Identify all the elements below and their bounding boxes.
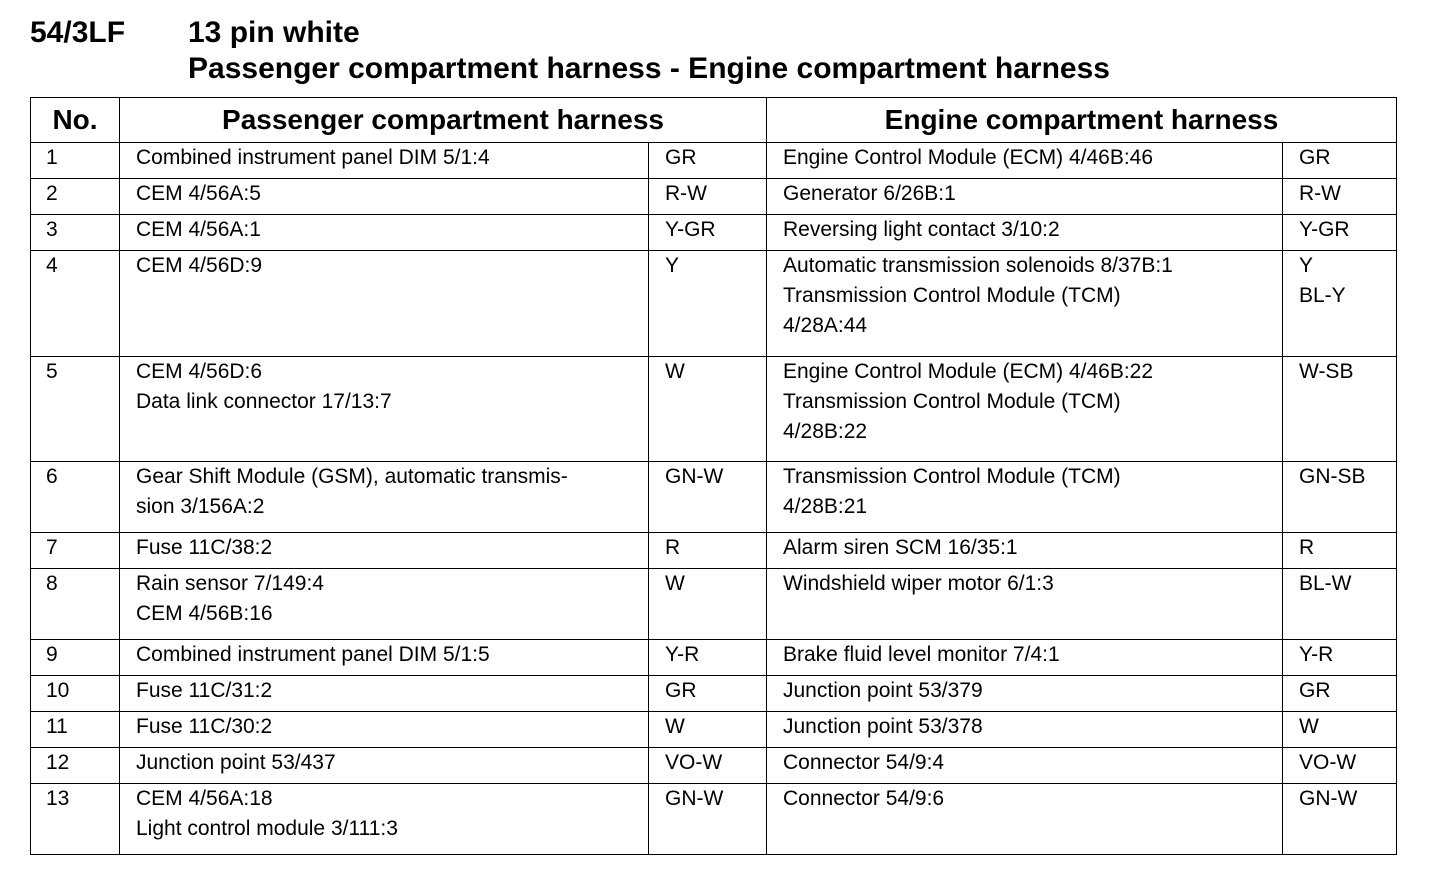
passenger-connection-line: Junction point 53/437 (136, 751, 336, 775)
passenger-connection (120, 784, 649, 855)
pin-number: 5 (31, 356, 120, 462)
engine-wire-color (1283, 215, 1397, 251)
engine-connection (767, 143, 1283, 179)
engine-wire-color-line: GR (1299, 146, 1331, 169)
table-row (31, 251, 1397, 357)
column-header-passenger: Passenger compartment harness (120, 98, 767, 143)
engine-wire-color (1283, 251, 1397, 357)
engine-connection-line: Alarm siren SCM 16/35:1 (783, 536, 1018, 560)
table-row (31, 676, 1397, 712)
passenger-wire-color-line: W (665, 572, 685, 596)
passenger-connection-line: CEM 4/56A:5 (136, 182, 261, 205)
engine-connection-line: 4/28B:22 (783, 419, 868, 443)
passenger-connection (120, 462, 649, 533)
passenger-connection-line: Gear Shift Module (GSM), automatic transmis- (136, 465, 568, 489)
table-row (31, 569, 1397, 640)
engine-connection (767, 215, 1283, 251)
engine-connection-line: Engine Control Module (ECM) 4/46B:46 (783, 146, 1154, 169)
table-row (31, 215, 1397, 251)
passenger-connection-line: CEM 4/56D:9 (136, 254, 263, 277)
engine-wire-color (1283, 356, 1397, 462)
table-row (31, 356, 1397, 462)
passenger-connection-line: CEM 4/56A:1 (136, 218, 261, 241)
passenger-wire-color (649, 533, 767, 569)
passenger-connection (120, 676, 649, 712)
passenger-connection (120, 569, 649, 640)
passenger-connection-line: Fuse 11C/30:2 (136, 715, 273, 739)
passenger-wire-color (649, 356, 767, 462)
column-header-no: No. (31, 98, 120, 143)
engine-connection (767, 640, 1283, 676)
passenger-connection-line: CEM 4/56B:16 (136, 602, 273, 626)
pin-number: 8 (31, 569, 120, 640)
passenger-wire-color-line: GR (665, 146, 697, 169)
engine-wire-color-line: R (1299, 536, 1315, 560)
passenger-connection-line: CEM 4/56A:18 (136, 787, 273, 811)
engine-wire-color (1283, 640, 1397, 676)
passenger-wire-color-line: GN-W (665, 465, 724, 489)
passenger-wire-color (649, 179, 767, 215)
engine-wire-color (1283, 712, 1397, 748)
engine-wire-color-line: GN-W (1299, 787, 1358, 811)
passenger-wire-color (649, 462, 767, 533)
engine-connection-line: Generator 6/26B:1 (783, 182, 956, 205)
passenger-wire-color-line: W (665, 715, 685, 739)
passenger-connection-line: Fuse 11C/31:2 (136, 679, 273, 703)
pin-number: 7 (31, 533, 120, 569)
passenger-connection-line: CEM 4/56D:6 (136, 359, 263, 383)
passenger-connection (120, 356, 649, 462)
table-row (31, 143, 1397, 179)
table-row (31, 784, 1397, 855)
column-header-engine: Engine compartment harness (767, 98, 1397, 143)
passenger-wire-color-line: VO-W (665, 751, 723, 775)
engine-connection-line: Windshield wiper motor 6/1:3 (783, 572, 1054, 596)
passenger-connection (120, 533, 649, 569)
passenger-wire-color (649, 784, 767, 855)
engine-connection-line: Reversing light contact 3/10:2 (783, 218, 1060, 241)
table-row (31, 712, 1397, 748)
pin-table (30, 97, 1397, 855)
engine-wire-color-line: BL-W (1299, 572, 1352, 596)
engine-wire-color (1283, 569, 1397, 640)
passenger-wire-color-line: GN-W (665, 787, 724, 811)
passenger-connection-line: sion 3/156A:2 (136, 495, 265, 519)
engine-connection-line: 4/28B:21 (783, 495, 868, 519)
engine-wire-color (1283, 676, 1397, 712)
passenger-wire-color-line: Y-GR (665, 218, 716, 241)
engine-wire-color (1283, 143, 1397, 179)
table-row (31, 533, 1397, 569)
pin-number: 12 (31, 748, 120, 784)
pin-number: 13 (31, 784, 120, 855)
engine-wire-color-line: W (1299, 715, 1319, 739)
passenger-wire-color-line: GR (665, 679, 697, 703)
engine-connection-line: Junction point 53/379 (783, 679, 983, 703)
passenger-wire-color-line: R-W (665, 182, 707, 205)
table-row (31, 640, 1397, 676)
passenger-wire-color (649, 748, 767, 784)
engine-wire-color-line: VO-W (1299, 751, 1357, 775)
passenger-wire-color-line: Y (665, 254, 680, 277)
engine-connection-line: Junction point 53/378 (783, 715, 983, 739)
passenger-wire-color (649, 215, 767, 251)
engine-wire-color-line: Y-R (1299, 643, 1334, 667)
engine-wire-color-line: Y-GR (1299, 218, 1350, 241)
table-row (31, 748, 1397, 784)
engine-connection (767, 712, 1283, 748)
passenger-connection (120, 251, 649, 357)
engine-connection (767, 784, 1283, 855)
engine-connection-line: Engine Control Module (ECM) 4/46B:22 (783, 359, 1154, 383)
table-row (31, 179, 1397, 215)
passenger-connection-line: Data link connector 17/13:7 (136, 389, 392, 413)
engine-connection-line: Transmission Control Module (TCM) (783, 284, 1121, 307)
connector-pin-description: 13 pin white (188, 16, 360, 49)
engine-connection (767, 356, 1283, 462)
passenger-wire-color (649, 640, 767, 676)
passenger-connection (120, 712, 649, 748)
pin-number: 3 (31, 215, 120, 251)
engine-wire-color-line: W-SB (1299, 359, 1354, 383)
engine-wire-color (1283, 179, 1397, 215)
pin-number: 4 (31, 251, 120, 357)
engine-connection-line: 4/28A:44 (783, 314, 868, 337)
engine-wire-color-line: GN-SB (1299, 465, 1366, 489)
passenger-wire-color (649, 143, 767, 179)
passenger-connection-line: Combined instrument panel DIM 5/1:5 (136, 643, 490, 667)
passenger-connection-line: Rain sensor 7/149:4 (136, 572, 324, 596)
passenger-wire-color (649, 712, 767, 748)
engine-connection-line: Brake fluid level monitor 7/4:1 (783, 643, 1060, 667)
engine-connection (767, 179, 1283, 215)
table-header-row (31, 98, 1397, 143)
pin-number: 1 (31, 143, 120, 179)
passenger-wire-color-line: W (665, 359, 685, 383)
engine-connection-line: Transmission Control Module (TCM) (783, 465, 1121, 489)
engine-connection-line: Transmission Control Module (TCM) (783, 389, 1121, 413)
pin-number: 6 (31, 462, 120, 533)
passenger-connection (120, 143, 649, 179)
engine-wire-color-line: GR (1299, 679, 1331, 703)
engine-connection (767, 676, 1283, 712)
passenger-wire-color (649, 569, 767, 640)
engine-wire-color-line: BL-Y (1299, 284, 1346, 307)
pin-number: 2 (31, 179, 120, 215)
engine-wire-color-line: Y (1299, 254, 1314, 277)
passenger-connection (120, 179, 649, 215)
engine-connection (767, 569, 1283, 640)
engine-wire-color (1283, 748, 1397, 784)
pin-number: 9 (31, 640, 120, 676)
engine-wire-color (1283, 784, 1397, 855)
passenger-connection-line: Light control module 3/111:3 (136, 817, 398, 841)
page-title: Passenger compartment harness - Engine compartment harness (188, 52, 1110, 85)
engine-wire-color (1283, 462, 1397, 533)
engine-wire-color (1283, 533, 1397, 569)
engine-connection-line: Connector 54/9:4 (783, 751, 945, 775)
passenger-connection (120, 640, 649, 676)
passenger-wire-color-line: R (665, 536, 681, 560)
engine-connection (767, 462, 1283, 533)
table-row (31, 462, 1397, 533)
pin-number: 10 (31, 676, 120, 712)
pin-number: 11 (31, 712, 120, 748)
passenger-wire-color (649, 251, 767, 357)
engine-connection (767, 748, 1283, 784)
engine-connection-line: Connector 54/9:6 (783, 787, 945, 811)
passenger-connection (120, 748, 649, 784)
engine-connection-line: Automatic transmission solenoids 8/37B:1 (783, 254, 1173, 277)
passenger-connection-line: Combined instrument panel DIM 5/1:4 (136, 146, 490, 169)
engine-connection (767, 251, 1283, 357)
passenger-connection-line: Fuse 11C/38:2 (136, 536, 273, 560)
connector-code: 54/3LF (30, 16, 126, 49)
passenger-connection (120, 215, 649, 251)
passenger-wire-color-line: Y-R (665, 643, 700, 667)
engine-connection (767, 533, 1283, 569)
passenger-wire-color (649, 676, 767, 712)
engine-wire-color-line: R-W (1299, 182, 1341, 205)
